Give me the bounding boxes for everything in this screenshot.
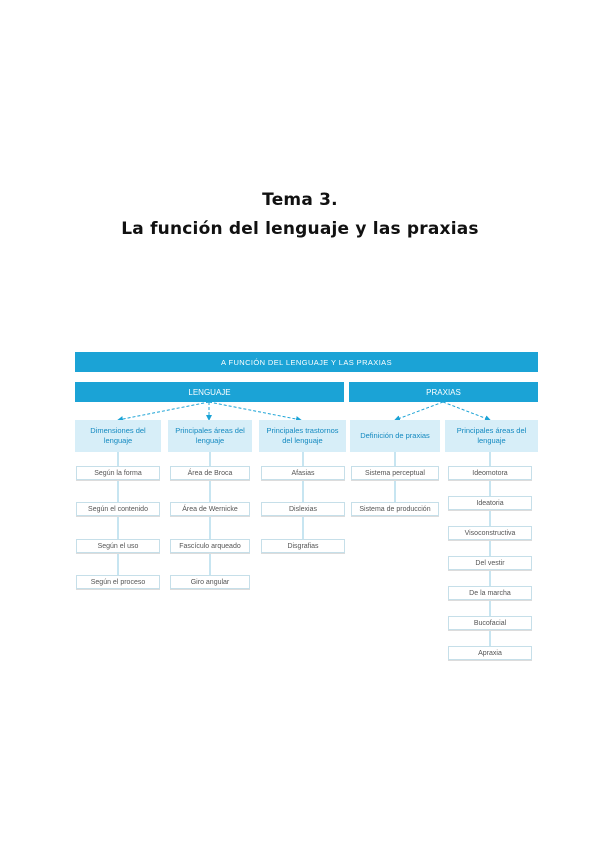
item-segun-forma: Según la forma — [76, 466, 160, 480]
item-segun-proceso: Según el proceso — [76, 575, 160, 589]
item-giro-angular: Giro angular — [170, 575, 250, 589]
item-bucofacial: Bucofacial — [448, 616, 532, 630]
category-dimensiones: Dimensiones del lenguaje — [75, 420, 161, 452]
item-de-la-marcha: De la marcha — [448, 586, 532, 600]
category-trastornos: Principales trastornos del lenguaje — [259, 420, 346, 452]
item-ideomotora: Ideomotora — [448, 466, 532, 480]
arrow-lenguaje-trastornos — [209, 402, 301, 420]
main-header: A FUNCIÓN DEL LENGUAJE Y LAS PRAXIAS — [75, 352, 538, 372]
item-del-vestir: Del vestir — [448, 556, 532, 570]
title-line-2: La función del lenguaje y las praxias — [121, 219, 479, 239]
item-area-broca: Área de Broca — [170, 466, 250, 480]
item-sistema-perceptual: Sistema perceptual — [351, 466, 439, 480]
item-area-wernicke: Área de Wernicke — [170, 502, 250, 516]
lenguaje-header: LENGUAJE — [75, 382, 344, 402]
category-definicion-praxias: Definición de praxias — [350, 420, 440, 452]
arrow-praxias-areas — [443, 402, 490, 420]
item-disgrafias: Disgrafias — [261, 539, 345, 553]
item-apraxia: Apraxia — [448, 646, 532, 660]
item-segun-contenido: Según el contenido — [76, 502, 160, 516]
item-visoconstructiva: Visoconstructiva — [448, 526, 532, 540]
arrow-praxias-definicion — [395, 402, 443, 420]
item-ideatoria: Ideatoria — [448, 496, 532, 510]
item-dislexias: Dislexias — [261, 502, 345, 516]
item-afasias: Afasias — [261, 466, 345, 480]
category-areas-praxias: Principales áreas del lenguaje — [445, 420, 538, 452]
title-line-1: Tema 3. — [262, 190, 338, 210]
item-sistema-produccion: Sistema de producción — [351, 502, 439, 516]
category-areas-lenguaje: Principales áreas del lenguaje — [168, 420, 252, 452]
praxias-header: PRAXIAS — [349, 382, 538, 402]
item-segun-uso: Según el uso — [76, 539, 160, 553]
arrow-lenguaje-dimensiones — [118, 402, 209, 420]
item-fasciculo-arqueado: Fascículo arqueado — [170, 539, 250, 553]
